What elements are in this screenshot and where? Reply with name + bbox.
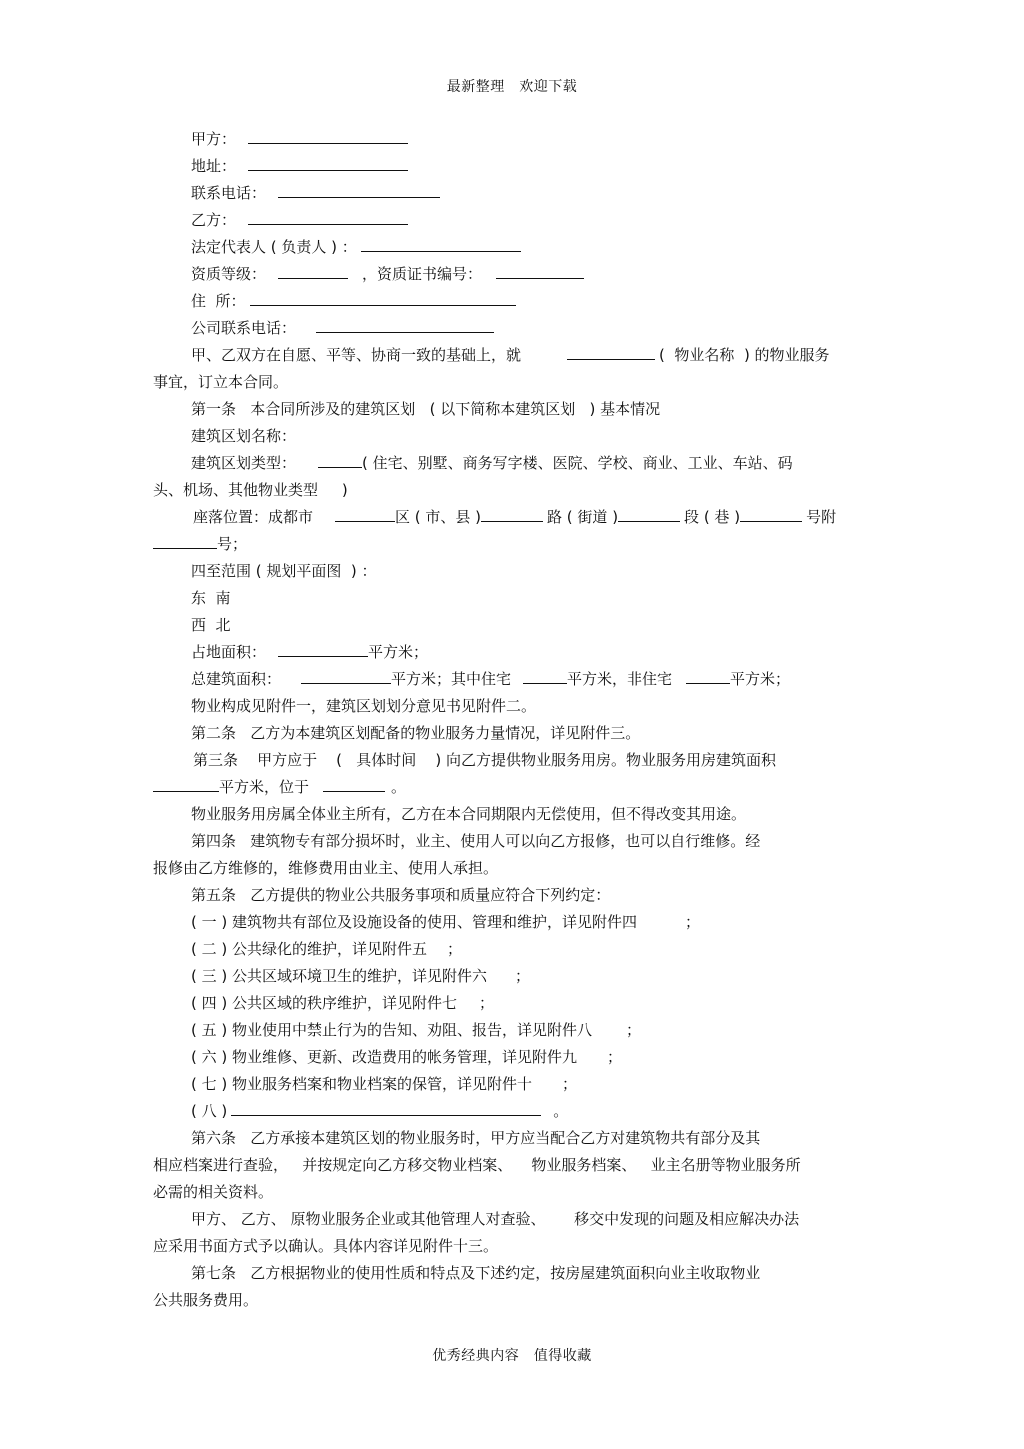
service-item-3-text: ( 三 ) 公共区域环境卫生的维护，详见附件六 bbox=[191, 967, 488, 985]
company-phone-label: 公司联系电话： bbox=[191, 319, 297, 337]
phone-blank bbox=[278, 183, 440, 198]
article-3-text: 第三条 甲方应于 ( 具体时间 ) 向乙方提供物业服务用房。物业服务用房建筑面积 bbox=[193, 751, 776, 769]
article-6-text: 第六条 乙方承接本建筑区划的物业服务时，甲方应当配合乙方对建筑物共有部分及其 bbox=[191, 1129, 761, 1147]
annex-text: 物业构成见附件一，建筑区划划分意见书见附件二。 bbox=[191, 697, 537, 715]
article-3-line-1 bbox=[193, 750, 776, 770]
page-footer: 优秀经典内容 值得收藏 bbox=[432, 1348, 592, 1364]
zone-name-line bbox=[191, 426, 296, 446]
article-6-line-2 bbox=[153, 1155, 801, 1175]
service-item-7-text: ( 七 ) 物业服务档案和物业档案的保管，详见附件十 bbox=[191, 1075, 533, 1093]
service-item-1-end: ； bbox=[685, 913, 701, 931]
article-5-heading bbox=[191, 885, 610, 905]
land-area-label: 占地面积： bbox=[191, 643, 267, 661]
west-north-label: 西 北 bbox=[191, 616, 231, 634]
west-north-line bbox=[191, 615, 231, 635]
service-item-1-text: ( 一 ) 建筑物共有部位及设施设备的使用、管理和维护，详见附件四 bbox=[191, 913, 638, 931]
property-name-blank bbox=[567, 345, 655, 360]
service-item-2 bbox=[191, 939, 462, 959]
service-item-4-end: ； bbox=[479, 994, 495, 1012]
service-room-area-blank bbox=[153, 777, 219, 792]
article-1-heading bbox=[191, 399, 660, 419]
residence-line bbox=[191, 291, 516, 311]
service-item-2-end: ； bbox=[447, 940, 463, 958]
service-item-8-blank bbox=[231, 1101, 541, 1116]
section-label: 段 ( 巷 ) bbox=[684, 508, 741, 526]
article-2-line bbox=[191, 723, 640, 743]
sub-number-blank bbox=[153, 534, 217, 549]
service-item-3 bbox=[191, 966, 530, 986]
zone-type-blank bbox=[318, 453, 362, 468]
article-3-line-2 bbox=[153, 777, 406, 797]
service-room-location-blank bbox=[323, 777, 385, 792]
party-a-blank bbox=[248, 129, 408, 144]
service-item-1 bbox=[191, 912, 700, 932]
land-area-blank bbox=[278, 642, 368, 657]
number-blank bbox=[740, 507, 802, 522]
company-phone-blank bbox=[316, 318, 494, 333]
party-a-label: 甲方： bbox=[191, 130, 237, 148]
page-header: 最新整理 欢迎下载 bbox=[446, 79, 578, 95]
building-area-blank bbox=[301, 669, 391, 684]
residence-label: 住 所： bbox=[191, 292, 246, 310]
road-blank bbox=[481, 507, 543, 522]
article-3-line-3 bbox=[191, 804, 746, 824]
zone-name-label: 建筑区划名称： bbox=[191, 427, 297, 445]
zone-type-options-2: 头、机场、其他物业类型 ) bbox=[153, 481, 348, 499]
non-residential-area-unit: 平方米； bbox=[730, 670, 791, 688]
service-item-8-end: 。 bbox=[553, 1102, 569, 1120]
zone-type-label: 建筑区划类型： bbox=[191, 454, 297, 472]
service-room-area-unit: 平方米，位于 bbox=[219, 778, 310, 796]
annex-line bbox=[191, 696, 536, 716]
article-4-line-1 bbox=[191, 831, 760, 851]
service-item-2-text: ( 二 ) 公共绿化的维护，详见附件五 bbox=[191, 940, 428, 958]
article-6-line-3 bbox=[153, 1182, 273, 1202]
service-item-5 bbox=[191, 1020, 641, 1040]
residential-area-blank bbox=[523, 669, 567, 684]
party-b-blank bbox=[248, 210, 408, 225]
party-b-line bbox=[191, 210, 408, 230]
article-6-text-4: 甲方、 乙方、 原物业服务企业或其他管理人对查验、 移交中发现的问题及相应解决办法 bbox=[191, 1210, 800, 1228]
preamble-line-1 bbox=[191, 345, 830, 365]
service-item-6 bbox=[191, 1047, 622, 1067]
service-item-8 bbox=[191, 1101, 568, 1121]
land-area-unit: 平方米； bbox=[368, 643, 429, 661]
article-6-text-2: 相应档案进行查验， 并按规定向乙方移交物业档案、 物业服务档案、 业主名册等物业服务所 bbox=[153, 1156, 801, 1174]
phone-label: 联系电话： bbox=[191, 184, 267, 202]
article-1-text: 第一条 本合同所涉及的建筑区划 ( 以下简称本建筑区划 ) 基本情况 bbox=[191, 400, 661, 418]
qualification-blank bbox=[278, 264, 348, 279]
certificate-blank bbox=[496, 264, 584, 279]
service-item-3-end: ； bbox=[515, 967, 531, 985]
certificate-label: ，资质证书编号： bbox=[362, 265, 483, 283]
service-item-7-end: ； bbox=[562, 1075, 578, 1093]
building-area-line bbox=[191, 669, 790, 689]
phone-line bbox=[191, 183, 440, 203]
service-item-5-end: ； bbox=[626, 1021, 642, 1039]
service-item-8-text: ( 八 ) bbox=[191, 1102, 228, 1120]
non-residential-area-blank bbox=[686, 669, 730, 684]
preamble-text-2: ( 物业名称 ) 的物业服务 bbox=[659, 346, 830, 364]
article-7-text-2: 公共服务费用。 bbox=[153, 1291, 259, 1309]
residential-area-unit: 平方米，非住宅 bbox=[567, 670, 673, 688]
service-item-6-end: ； bbox=[607, 1048, 623, 1066]
sub-number-label: 号； bbox=[217, 535, 248, 553]
article-7-text: 第七条 乙方根据物业的使用性质和特点及下述约定，按房屋建筑面积向业主收取物业 bbox=[191, 1264, 761, 1282]
zone-type-line-1 bbox=[191, 453, 793, 473]
district-blank bbox=[335, 507, 395, 522]
article-6-text-5: 应采用书面方式予以确认。具体内容详见附件十三。 bbox=[153, 1237, 499, 1255]
legal-rep-label: 法定代表人 ( 负责人 ) ： bbox=[191, 238, 357, 256]
article-4-text-2: 报修由乙方维修的，维修费用由业主、使用人承担。 bbox=[153, 859, 499, 877]
article-7-line-1 bbox=[191, 1263, 760, 1283]
boundary-line bbox=[191, 561, 377, 581]
preamble-text-3: 事宜，订立本合同。 bbox=[153, 373, 289, 391]
article-4-line-2 bbox=[153, 858, 498, 878]
zone-type-options: ( 住宅、别墅、商务写字楼、医院、学校、商业、工业、车站、码 bbox=[362, 454, 793, 472]
article-6-line-5 bbox=[153, 1236, 498, 1256]
article-6-line-1 bbox=[191, 1128, 760, 1148]
east-south-label: 东 南 bbox=[191, 589, 231, 607]
preamble-line-2 bbox=[153, 372, 288, 392]
service-room-ownership: 物业服务用房属全体业主所有，乙方在本合同期限内无偿使用，但不得改变其用途。 bbox=[191, 805, 747, 823]
road-label: 路 ( 街道 ) bbox=[547, 508, 619, 526]
party-b-label: 乙方： bbox=[191, 211, 237, 229]
zone-type-line-2 bbox=[153, 480, 348, 500]
article-7-line-2 bbox=[153, 1290, 258, 1310]
location-label: 座落位置：成都市 bbox=[193, 508, 314, 526]
building-area-unit: 平方米；其中住宅 bbox=[391, 670, 512, 688]
article-4-text: 第四条 建筑物专有部分损坏时，业主、使用人可以向乙方报修，也可以自行维修。经 bbox=[191, 832, 761, 850]
article-2-text: 第二条 乙方为本建筑区划配备的物业服务力量情况，详见附件三。 bbox=[191, 724, 641, 742]
qualification-label: 资质等级： bbox=[191, 265, 267, 283]
article-6-line-4 bbox=[191, 1209, 799, 1229]
section-blank bbox=[618, 507, 680, 522]
service-item-4-text: ( 四 ) 公共区域的秩序维护，详见附件七 bbox=[191, 994, 458, 1012]
article-6-text-3: 必需的相关资料。 bbox=[153, 1183, 274, 1201]
article-5-text: 第五条 乙方提供的物业公共服务事项和质量应符合下列约定： bbox=[191, 886, 611, 904]
party-a-line bbox=[191, 129, 408, 149]
service-item-7 bbox=[191, 1074, 577, 1094]
legal-rep-line bbox=[191, 237, 521, 257]
boundary-label: 四至范围 ( 规划平面图 ) ： bbox=[191, 562, 377, 580]
service-item-6-text: ( 六 ) 物业维修、更新、改造费用的帐务管理，详见附件九 bbox=[191, 1048, 578, 1066]
company-phone-line bbox=[191, 318, 494, 338]
legal-rep-blank bbox=[361, 237, 521, 252]
land-area-line bbox=[191, 642, 428, 662]
service-item-4 bbox=[191, 993, 494, 1013]
district-label: 区 ( 市、县 ) bbox=[395, 508, 482, 526]
qualification-line bbox=[191, 264, 584, 284]
residence-blank bbox=[250, 291, 516, 306]
east-south-line bbox=[191, 588, 231, 608]
service-item-5-text: ( 五 ) 物业使用中禁止行为的告知、劝阻、报告，详见附件八 bbox=[191, 1021, 593, 1039]
number-label: 号附 bbox=[806, 508, 837, 526]
location-line-1 bbox=[193, 507, 836, 527]
preamble-text: 甲、乙双方在自愿、平等、协商一致的基础上，就 bbox=[191, 346, 522, 364]
service-room-end: 。 bbox=[391, 778, 407, 796]
address-blank bbox=[248, 156, 408, 171]
address-line bbox=[191, 156, 408, 176]
building-area-label: 总建筑面积： bbox=[191, 670, 282, 688]
location-line-2 bbox=[153, 534, 247, 554]
address-label: 地址： bbox=[191, 157, 237, 175]
